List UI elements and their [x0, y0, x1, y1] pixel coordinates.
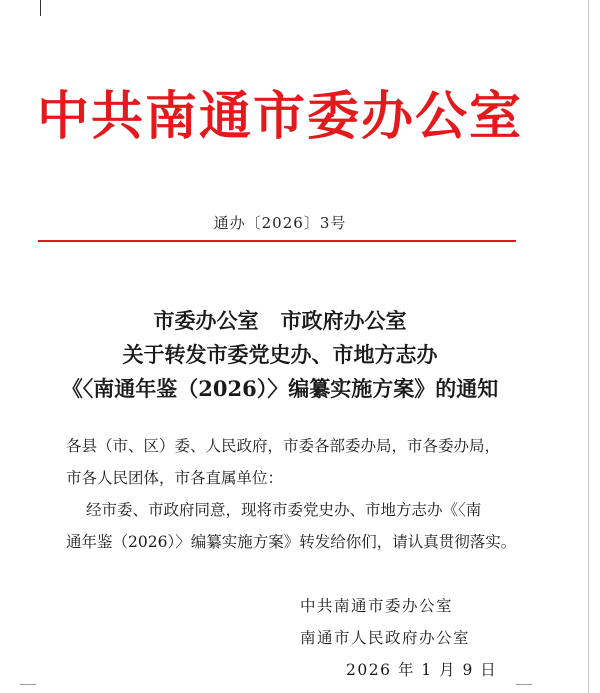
- title-issuer-2: 市政府办公室: [280, 308, 407, 333]
- title-line-2: 关于转发市委党史办、市地方志办: [122, 342, 438, 367]
- paragraph-line-1: [66, 494, 536, 526]
- paragraph-line-2: 通年鉴（2026）〉编纂实施方案》转发给你们，请认真贯彻落实。: [66, 533, 517, 551]
- paragraph-line-1-text: 经市委、市政府同意，现将市委党史办、市地方志办《〈南: [86, 501, 482, 519]
- text-cursor: [40, 0, 41, 16]
- signature-org-1: 中共南通市委办公室: [300, 597, 454, 615]
- body-paragraph: [66, 494, 536, 558]
- document-title: [0, 304, 560, 406]
- issuer-header: 中共南通市委办公室: [36, 86, 523, 147]
- title-issuer-1: 市委办公室: [153, 308, 259, 333]
- page-corner-mark-bottom-left: [20, 684, 36, 685]
- title-line-3: 《〈南通年鉴（2026）〉编纂实施方案》的通知: [61, 376, 499, 401]
- signature-date: 2026 年 1 月 9 日: [346, 661, 498, 679]
- page-edge: [588, 0, 589, 693]
- addressee-line-2: 市各人民团体，市各直属单位：: [66, 469, 284, 487]
- addressee-block: [66, 430, 536, 494]
- addressee-line-1: 各县（市、区）委、人民政府，市委各部委办局，市各委办局，: [66, 437, 501, 455]
- red-divider-line: [38, 240, 516, 242]
- page-corner-mark-bottom-right: [516, 684, 532, 685]
- signature-org-2: 南通市人民政府办公室: [300, 629, 471, 647]
- document-number: 通办〔2026〕3号: [213, 214, 347, 232]
- title-line-1: [0, 304, 560, 338]
